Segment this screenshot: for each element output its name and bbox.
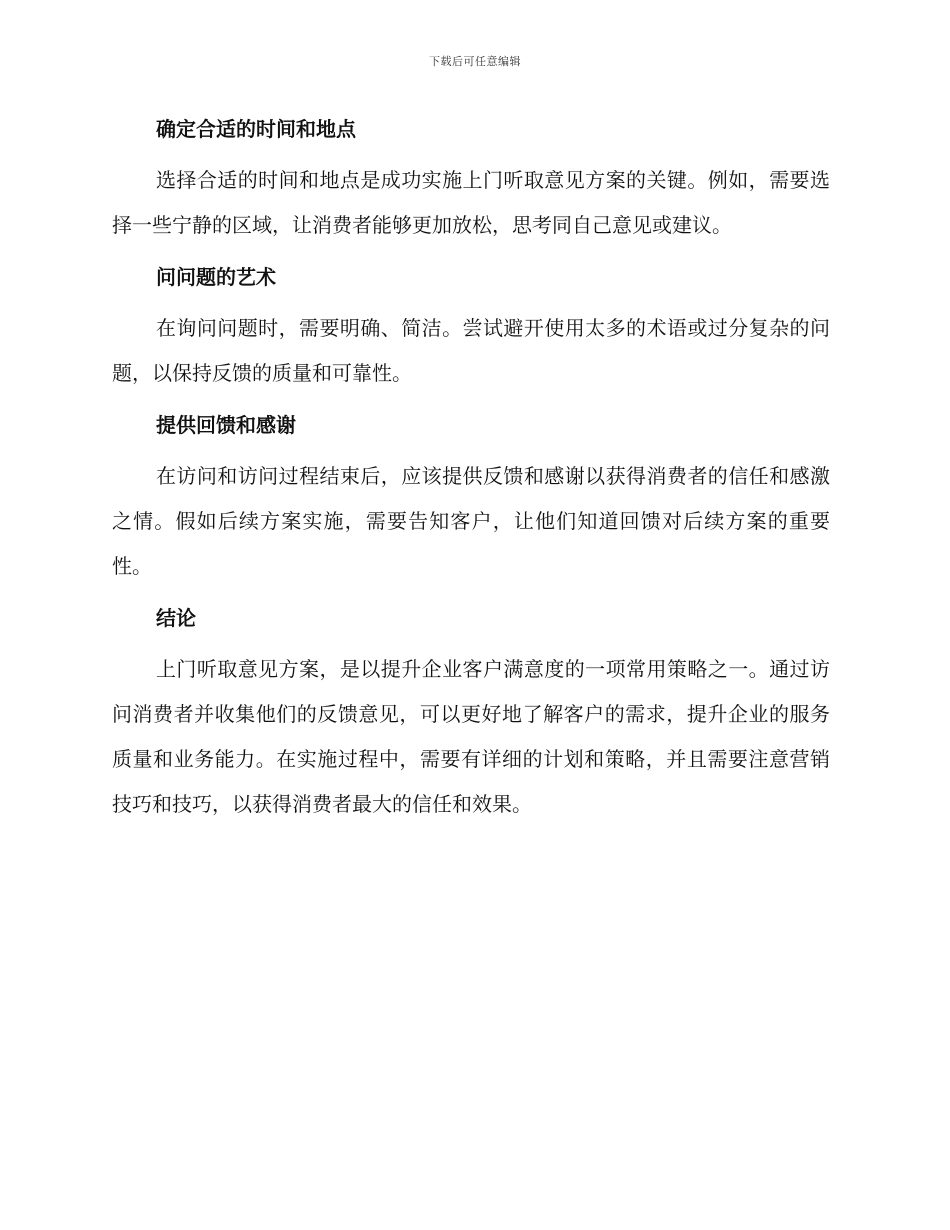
section-paragraph: 在询问问题时，需要明确、简洁。尝试避开使用太多的术语或过分复杂的问题，以保持反馈的质量和可靠性。 [112,316,830,385]
section-conclusion [112,601,830,827]
section-heading: 确定合适的时间和地点 [156,117,356,141]
section-heading: 结论 [156,606,196,630]
section-question-art [112,260,830,396]
section-paragraph: 选择合适的时间和地点是成功实施上门听取意见方案的关键。例如，需要选择一些宁静的区域，让消费者能够更加放松，思考同自己意见或建议。 [112,168,830,237]
document-body [112,112,830,839]
page-header: 下载后可任意编辑 [429,55,521,68]
section-feedback-thanks [112,408,830,589]
section-paragraph: 上门听取意见方案，是以提升企业客户满意度的一项常用策略之一。通过访问消费者并收集他们的反馈意见，可以更好地了解客户的需求，提升企业的服务质量和业务能力。在实施过程中，需要有详细的计划和策略，并且需要注意营销技巧和技巧，以获得消费者最大的信任和效果。 [112,657,830,816]
section-time-place [112,112,830,248]
section-heading: 提供回馈和感谢 [156,413,296,437]
section-paragraph: 在访问和访问过程结束后，应该提供反馈和感谢以获得消费者的信任和感激之情。假如后续方案实施，需要告知客户，让他们知道回馈对后续方案的重要性。 [112,464,830,578]
section-heading: 问问题的艺术 [156,265,276,289]
